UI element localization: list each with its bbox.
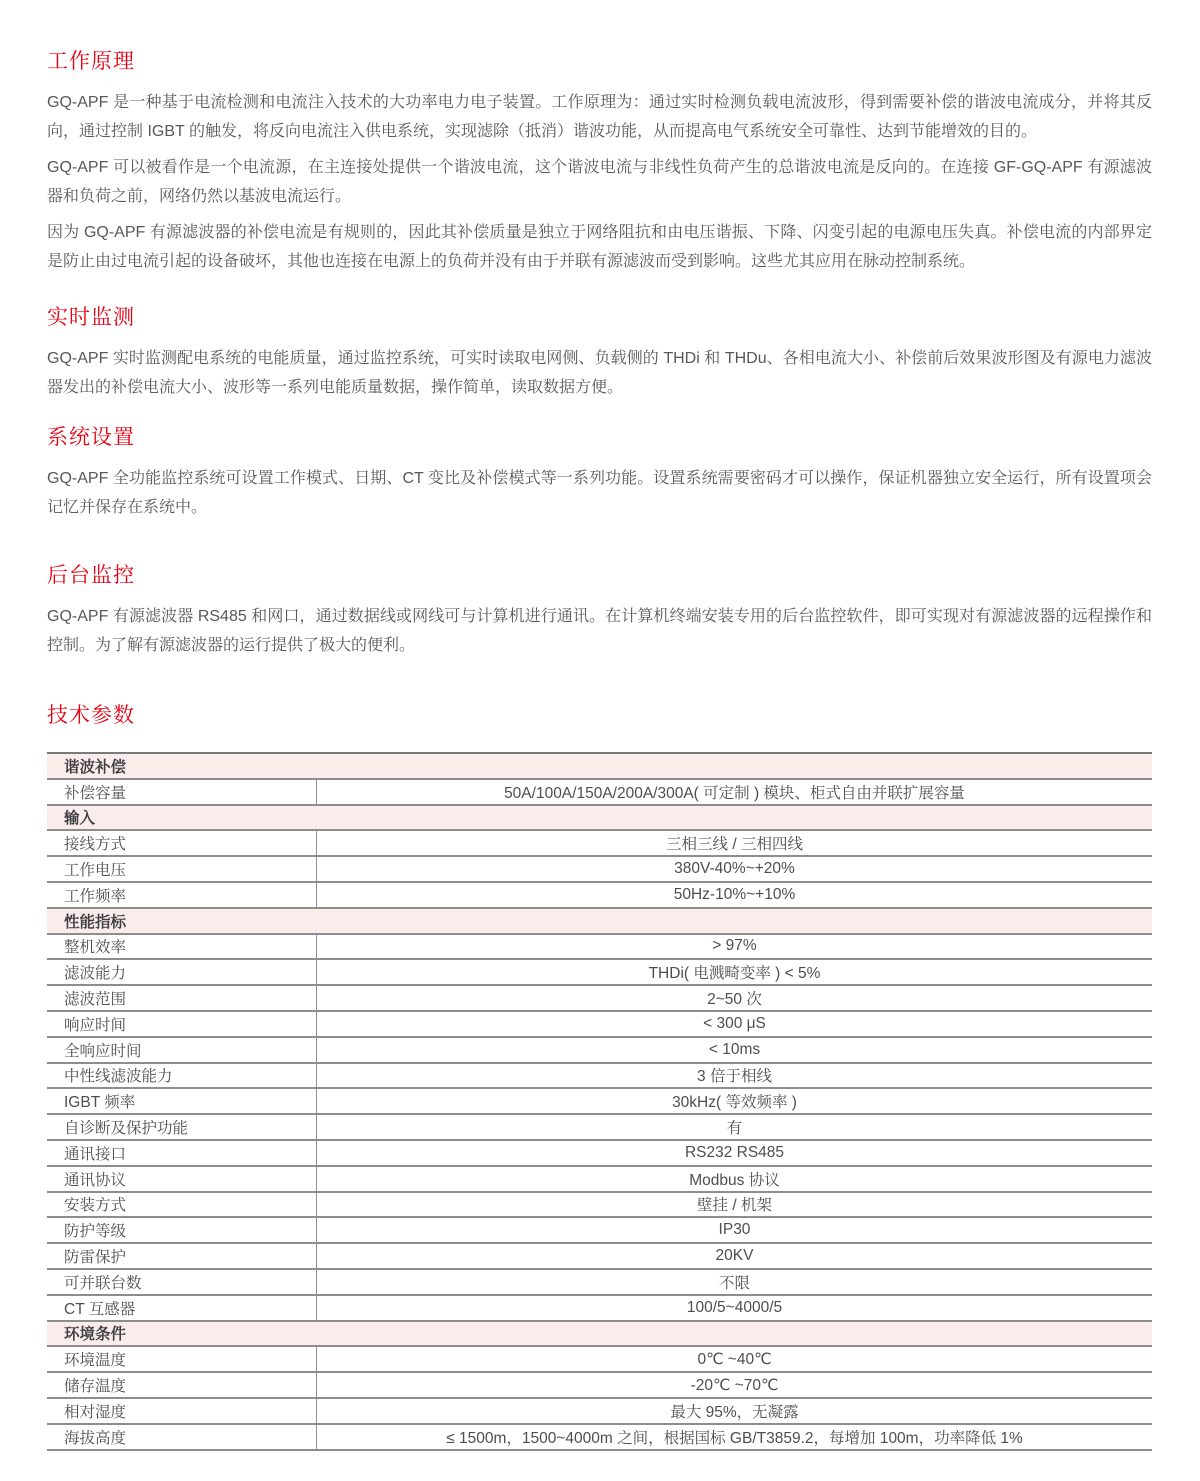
- table-row: [47, 1089, 1152, 1115]
- table-cell-label: 防雷保护: [47, 1244, 317, 1268]
- table-cell-label: 通讯接口: [47, 1141, 317, 1165]
- table-cell-value: THDi( 电溅畸变率 ) < 5%: [648, 965, 821, 983]
- table-row: [47, 1012, 1152, 1038]
- table-section-row: [47, 754, 1152, 780]
- table-cell-value: < 10ms: [708, 1040, 761, 1058]
- table-section-row: [47, 1322, 1152, 1348]
- paragraph: GQ-APF 全功能监控系统可设置工作模式、日期、CT 变比及补偿模式等一系列功能。设置系统需要密码才可以操作，保证机器独立安全运行，所有设置项会记忆并保存在系统中。: [47, 470, 1152, 516]
- table-cell-value: 最大 95%，无凝露: [670, 1403, 799, 1421]
- table-row: [47, 1296, 1152, 1322]
- table-row: [47, 1218, 1152, 1244]
- table-row: [47, 986, 1152, 1012]
- table-row: [47, 1193, 1152, 1219]
- table-cell-label: 自诊断及保护功能: [47, 1115, 317, 1139]
- section-realtime-monitoring: [47, 306, 1152, 402]
- paragraph: GQ-APF 实时监测配电系统的电能质量，通过监控系统，可实时读取电网侧、负载侧的 THDi 和 THDu、各相电流大小、补偿前后效果波形图及有源电力滤波器发出的补偿电流大小、波形等一系列电能质量数据，操作简单，读取数据方便。: [47, 350, 1152, 396]
- table-row: [47, 857, 1152, 883]
- paragraph: GQ-APF 可以被看作是一个电流源，在主连接处提供一个谐波电流，这个谐波电流与非线性负荷产生的总谐波电流是反向的。在连接 GF-GQ-APF 有源滤波器和负荷之前，网络仍然以基波电流运行。: [47, 159, 1152, 205]
- paragraph: GQ-APF 有源滤波器 RS485 和网口，通过数据线或网线可与计算机进行通讯。在计算机终端安装专用的后台监控软件，即可实现对有源滤波器的远程操作和控制。为了解有源滤波器的运行提供了极大的便利。: [47, 608, 1152, 654]
- table-cell-label: 滤波能力: [47, 960, 317, 984]
- table-cell-label: IGBT 频率: [47, 1089, 317, 1113]
- section-heading: 系统设置: [47, 426, 135, 449]
- table-section-row: [47, 806, 1152, 832]
- table-section-label: 环境条件: [64, 1326, 127, 1344]
- paragraph: GQ-APF 是一种基于电流检测和电流注入技术的大功率电力电子装置。工作原理为：通过实时检测负载电流波形，得到需要补偿的谐波电流成分，并将其反向，通过控制 IGBT 的触发，将反向电流注入供电系统，实现滤除（抵消）谐波功能，从而提高电气系统安全可靠性、达到节能增效的目的。: [47, 94, 1152, 140]
- section-working-principle: [47, 50, 1152, 276]
- table-cell-value: ≤ 1500m，1500~4000m 之间，根据国标 GB/T3859.2，每增加 100m，功率降低 1%: [446, 1429, 1023, 1447]
- table-cell-label: 安装方式: [47, 1193, 317, 1217]
- table-cell-value: Modbus 协议: [689, 1171, 780, 1189]
- table-cell-value: 不限: [718, 1274, 750, 1292]
- table-cell-label: 工作电压: [47, 857, 317, 881]
- section-heading: 技术参数: [47, 704, 135, 727]
- table-section-label: 性能指标: [64, 913, 127, 931]
- table-row: [47, 1038, 1152, 1064]
- table-cell-value: 50Hz-10%~+10%: [673, 885, 796, 903]
- table-row: [47, 1064, 1152, 1090]
- spec-table: [47, 752, 1152, 1451]
- table-cell-label: CT 互感器: [47, 1296, 317, 1320]
- table-row: [47, 1115, 1152, 1141]
- table-cell-value: 壁挂 / 机架: [697, 1197, 772, 1215]
- table-cell-value: 50A/100A/150A/200A/300A( 可定制 ) 模块、柜式自由并联扩展容量: [504, 784, 965, 802]
- table-cell-value: 有: [726, 1120, 743, 1138]
- table-section-row: [47, 909, 1152, 935]
- table-row: [47, 1399, 1152, 1425]
- section-backend-monitoring: [47, 564, 1152, 660]
- table-cell-label: 整机效率: [47, 935, 317, 959]
- table-row: [47, 1244, 1152, 1270]
- section-technical-parameters: [47, 704, 1152, 1451]
- table-cell-label: 可并联台数: [47, 1270, 317, 1294]
- table-cell-value: 100/5~4000/5: [686, 1298, 783, 1316]
- table-cell-label: 海拔高度: [47, 1425, 317, 1449]
- table-row: [47, 1425, 1152, 1451]
- table-cell-label: 全响应时间: [47, 1038, 317, 1062]
- table-cell-label: 防护等级: [47, 1218, 317, 1242]
- table-cell-value: 30kHz( 等效频率 ): [672, 1094, 797, 1112]
- table-row: [47, 831, 1152, 857]
- table-cell-value: 2~50 次: [707, 991, 762, 1009]
- table-row: [47, 1270, 1152, 1296]
- table-cell-label: 接线方式: [47, 831, 317, 855]
- table-cell-label: 环境温度: [47, 1347, 317, 1371]
- table-row: [47, 935, 1152, 961]
- paragraph: 因为 GQ-APF 有源滤波器的补偿电流是有规则的，因此其补偿质量是独立于网络阻抗和由电压谐振、下降、闪变引起的电源电压失真。补偿电流的内部界定是防止由过电流引起的设备破坏，其他也连接在电源上的负荷并没有由于并联有源滤波而受到影响。这些尤其应用在脉动控制系统。: [47, 224, 1152, 270]
- table-cell-label: 补偿容量: [47, 780, 317, 804]
- table-row: [47, 883, 1152, 909]
- table-cell-value: 0℃ ~40℃: [697, 1350, 772, 1368]
- table-cell-value: 3 倍于相线: [697, 1068, 772, 1086]
- table-row: [47, 1347, 1152, 1373]
- section-system-settings: [47, 426, 1152, 522]
- table-section-label: 谐波补偿: [64, 758, 127, 776]
- table-section-label: 输入: [64, 810, 96, 828]
- table-cell-value: RS232 RS485: [684, 1143, 785, 1161]
- table-cell-label: 滤波范围: [47, 986, 317, 1010]
- section-heading: 工作原理: [47, 50, 135, 73]
- table-cell-value: 380V-40%~+20%: [674, 860, 795, 878]
- table-cell-value: 20KV: [715, 1247, 754, 1265]
- table-cell-label: 响应时间: [47, 1012, 317, 1036]
- table-cell-label: 通讯协议: [47, 1167, 317, 1191]
- table-cell-value: -20℃ ~70℃: [690, 1376, 779, 1394]
- table-row: [47, 1373, 1152, 1399]
- table-cell-label: 工作频率: [47, 883, 317, 907]
- table-row: [47, 1141, 1152, 1167]
- table-cell-value: 三相三线 / 三相四线: [666, 836, 803, 854]
- table-row: [47, 1167, 1152, 1193]
- table-cell-label: 相对湿度: [47, 1399, 317, 1423]
- table-row: [47, 960, 1152, 986]
- table-cell-value: < 300 μS: [703, 1014, 766, 1032]
- section-heading: 实时监测: [47, 306, 135, 329]
- table-cell-value: IP30: [718, 1221, 751, 1239]
- table-cell-label: 中性线滤波能力: [47, 1064, 317, 1088]
- table-row: [47, 780, 1152, 806]
- table-cell-value: > 97%: [712, 937, 757, 955]
- section-heading: 后台监控: [47, 564, 135, 587]
- table-cell-label: 储存温度: [47, 1373, 317, 1397]
